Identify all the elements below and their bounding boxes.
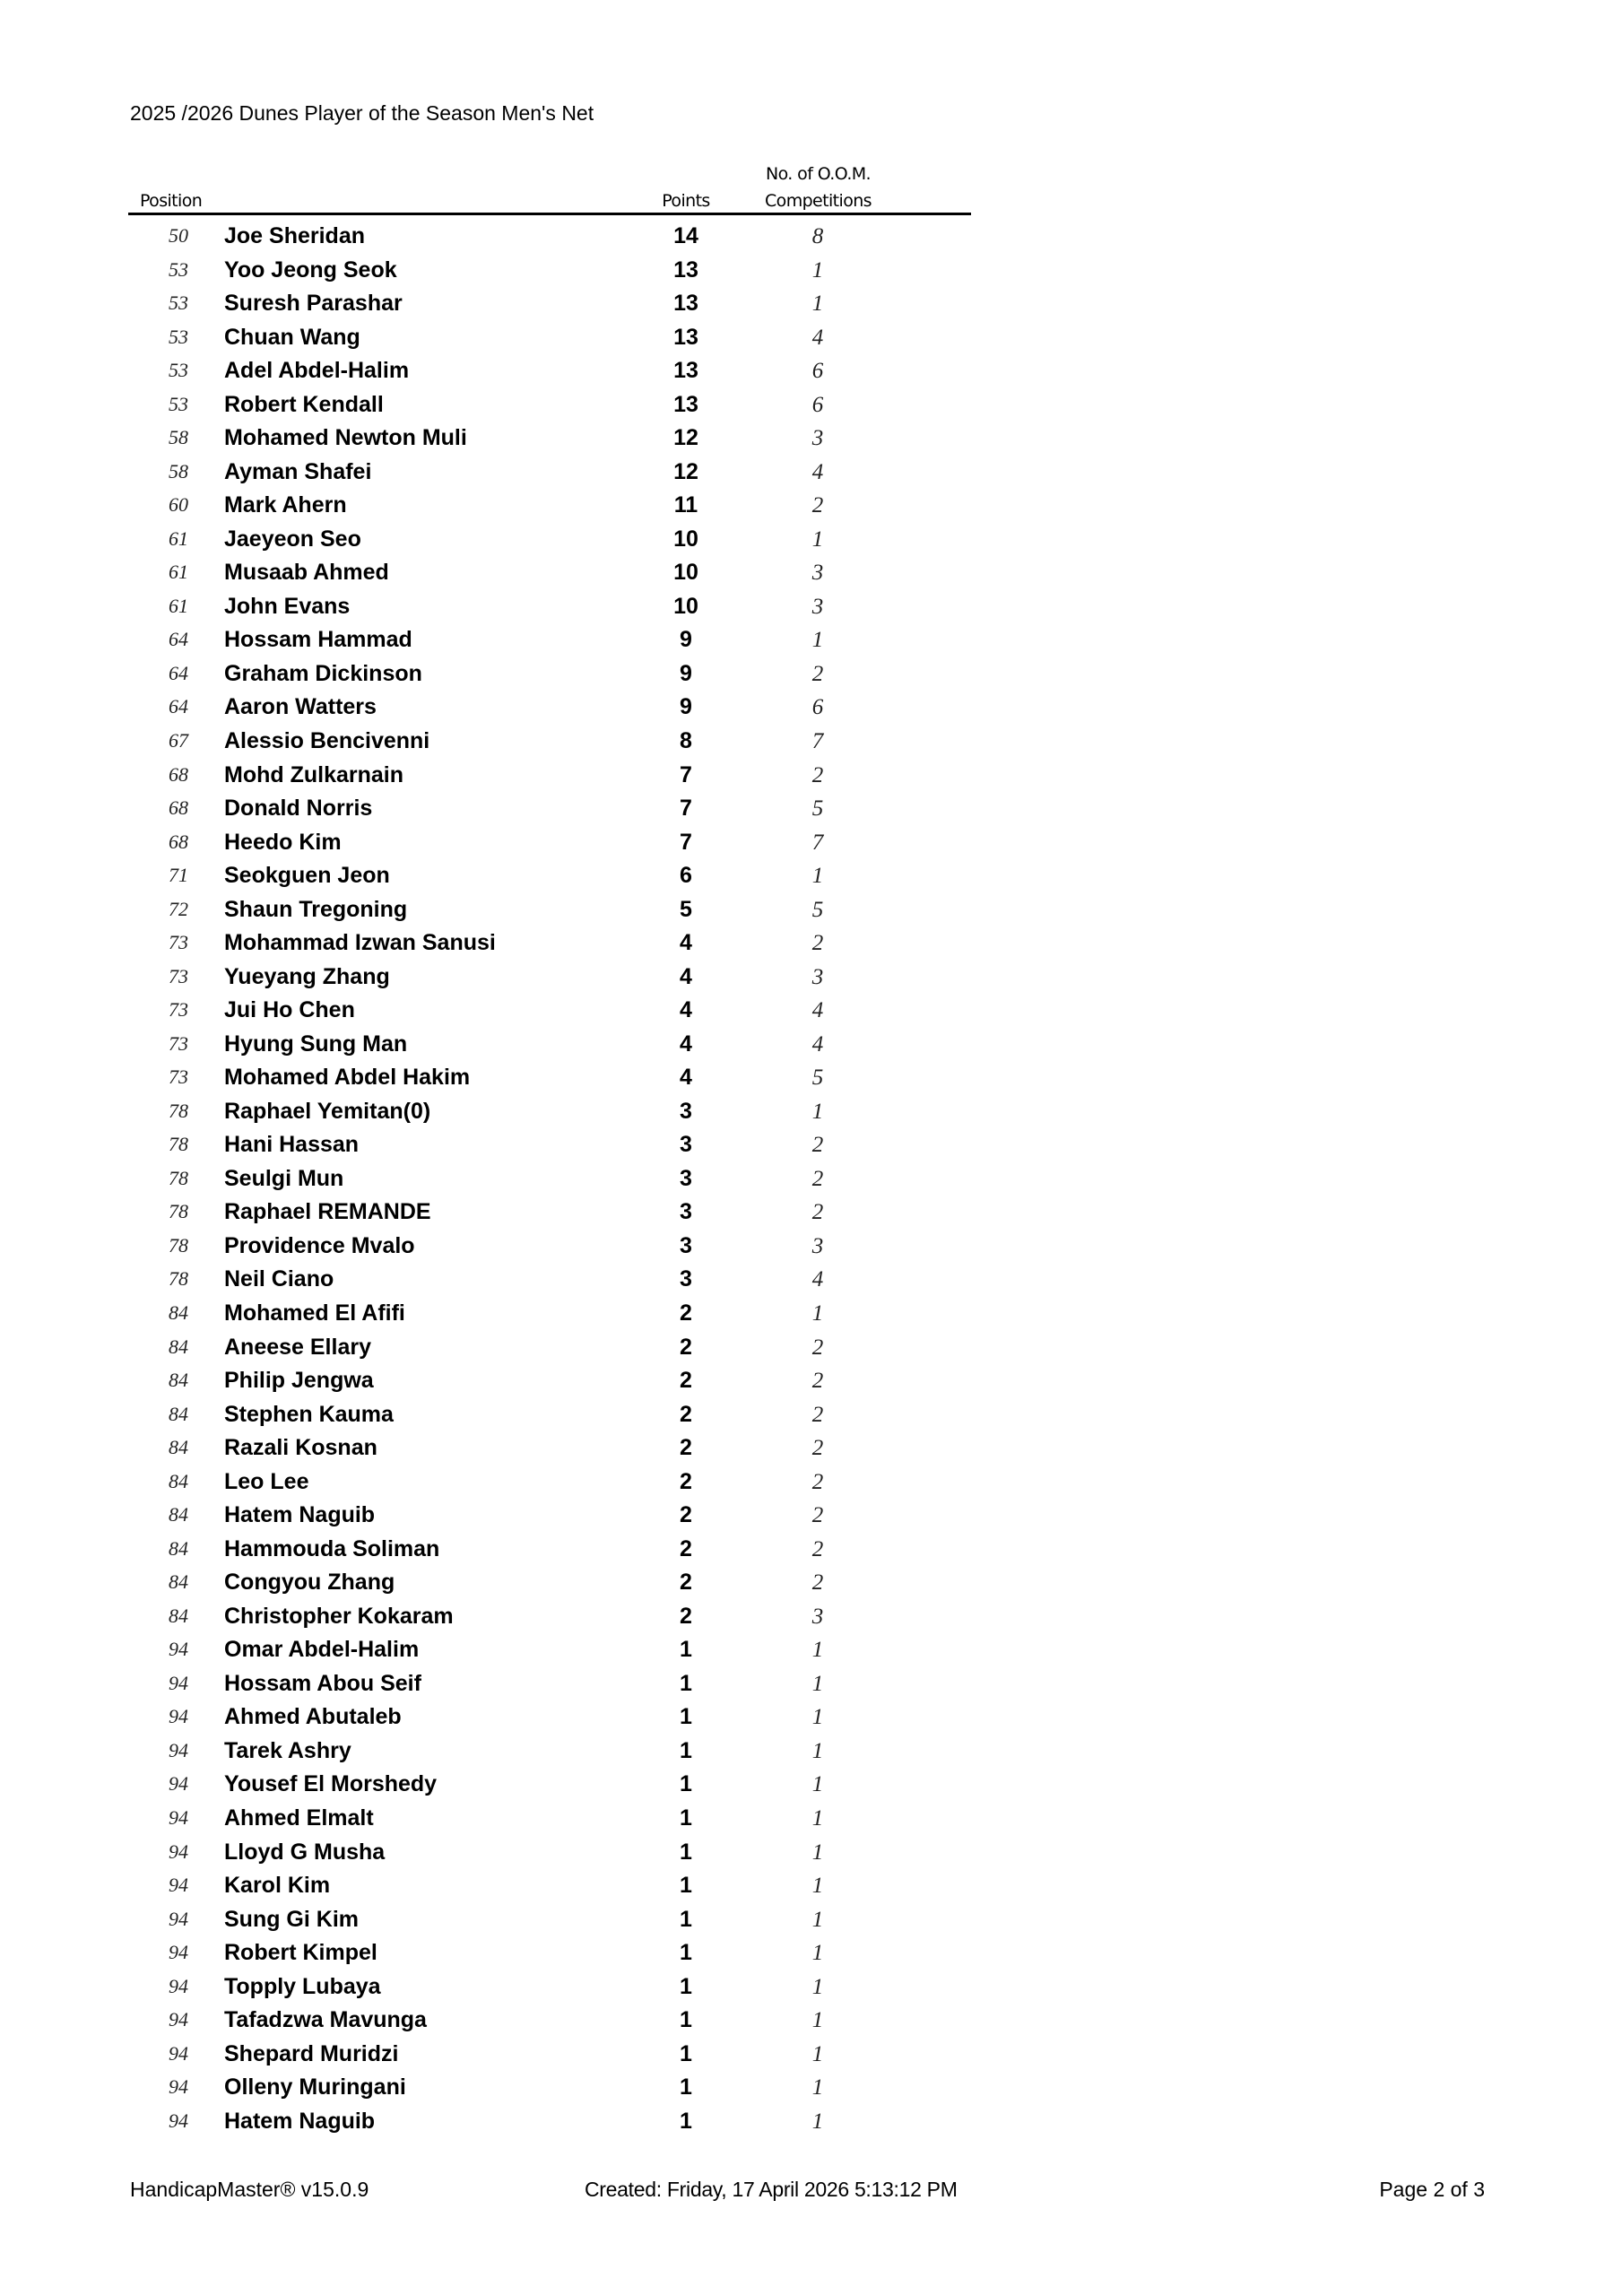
- row-points: 10: [673, 560, 698, 586]
- table-row: [0, 1870, 986, 1904]
- row-points: 13: [673, 391, 698, 417]
- row-player-name: Hani Hassan: [224, 1132, 360, 1158]
- row-player-name: Topply Lubaya: [224, 1973, 381, 1999]
- table-row: [0, 726, 986, 760]
- row-position: 94: [169, 1772, 188, 1796]
- row-competitions: 1: [811, 1705, 824, 1730]
- row-points: 5: [680, 896, 692, 922]
- row-position: 78: [169, 1166, 188, 1189]
- row-player-name: Karol Kim: [224, 1873, 331, 1899]
- row-position: 53: [169, 359, 188, 382]
- row-position: 61: [169, 526, 188, 550]
- footer-page-number: Page 2 of 3: [1379, 2178, 1485, 2201]
- row-points: 13: [673, 257, 698, 283]
- table-row: [0, 524, 986, 558]
- row-position: 53: [169, 392, 188, 415]
- row-player-name: Hossam Hammad: [224, 627, 412, 653]
- table-row: [0, 1298, 986, 1332]
- table-row: [0, 457, 986, 491]
- row-position: 94: [169, 1671, 188, 1694]
- row-competitions: 2: [811, 1570, 824, 1596]
- row-player-name: Robert Kimpel: [224, 1940, 377, 1966]
- row-competitions: 1: [811, 1907, 824, 1932]
- row-position: 84: [169, 1570, 188, 1594]
- row-points: 2: [680, 1300, 692, 1326]
- row-competitions: 3: [811, 594, 824, 619]
- row-player-name: Mohamed Newton Muli: [224, 425, 467, 451]
- row-position: 78: [169, 1267, 188, 1291]
- row-position: 94: [169, 2008, 188, 2031]
- row-position: 84: [169, 1604, 188, 1627]
- row-position: 73: [169, 931, 188, 954]
- row-position: 94: [169, 1705, 188, 1728]
- row-player-name: Neil Ciano: [224, 1266, 334, 1292]
- row-competitions: 2: [811, 1133, 824, 1158]
- row-player-name: Providence Mvalo: [224, 1232, 415, 1258]
- row-player-name: Jui Ho Chen: [224, 997, 355, 1023]
- table-row: [0, 1129, 986, 1163]
- row-points: 2: [680, 1401, 692, 1427]
- table-row: [0, 2005, 986, 2039]
- row-position: 73: [169, 964, 188, 987]
- table-row: [0, 355, 986, 389]
- table-row: [0, 1231, 986, 1265]
- table-row: [0, 1196, 986, 1231]
- table-row: [0, 995, 986, 1029]
- row-points: 1: [680, 1670, 692, 1696]
- row-competitions: 8: [811, 224, 824, 248]
- row-position: 61: [169, 594, 188, 617]
- row-position: 94: [169, 2041, 188, 2065]
- table-row: [0, 1062, 986, 1096]
- row-competitions: 4: [811, 1031, 824, 1057]
- table-row: [0, 422, 986, 457]
- row-points: 6: [680, 863, 692, 889]
- row-player-name: Ayman Shafei: [224, 458, 372, 484]
- row-position: 53: [169, 325, 188, 348]
- row-position: 73: [169, 1065, 188, 1089]
- row-competitions: 5: [811, 1065, 824, 1091]
- row-position: 68: [169, 796, 188, 820]
- row-player-name: Hammouda Soliman: [224, 1535, 440, 1561]
- column-header-competitions-line2: Competitions: [765, 191, 872, 211]
- row-points: 13: [673, 324, 698, 350]
- column-header-position: Position: [140, 191, 203, 211]
- row-player-name: Ahmed Abutaleb: [224, 1704, 402, 1730]
- row-competitions: 2: [811, 1469, 824, 1494]
- table-row: [0, 1803, 986, 1837]
- row-competitions: 2: [811, 1402, 824, 1427]
- row-player-name: Shaun Tregoning: [224, 896, 408, 922]
- table-row: [0, 2106, 986, 2140]
- table-row: [0, 2039, 986, 2073]
- row-competitions: 2: [811, 1436, 824, 1461]
- row-points: 11: [673, 492, 698, 518]
- row-points: 12: [673, 425, 698, 451]
- table-row: [0, 288, 986, 322]
- row-points: 14: [673, 223, 698, 248]
- row-competitions: 6: [811, 695, 824, 720]
- table-row: [0, 221, 986, 255]
- row-competitions: 2: [811, 762, 824, 787]
- row-position: 73: [169, 1031, 188, 1055]
- table-row: [0, 490, 986, 524]
- table-row: [0, 691, 986, 726]
- row-points: 1: [680, 1805, 692, 1831]
- row-position: 50: [169, 224, 188, 247]
- table-row: [0, 1601, 986, 1635]
- table-row: [0, 1029, 986, 1063]
- row-player-name: Yueyang Zhang: [224, 963, 390, 989]
- row-competitions: 4: [811, 459, 824, 484]
- table-row: [0, 1904, 986, 1938]
- row-points: 1: [680, 1906, 692, 1932]
- row-player-name: Hossam Abou Seif: [224, 1670, 421, 1696]
- table-row: [0, 1264, 986, 1298]
- row-points: 1: [680, 2007, 692, 2033]
- standings-table-body: [0, 221, 986, 2139]
- row-points: 1: [680, 1839, 692, 1865]
- table-row: [0, 1668, 986, 1702]
- row-competitions: 1: [811, 1874, 824, 1899]
- row-competitions: 2: [811, 1503, 824, 1528]
- row-position: 94: [169, 1874, 188, 1897]
- table-row: [0, 760, 986, 794]
- row-competitions: 3: [811, 1604, 824, 1629]
- row-competitions: 1: [811, 2075, 824, 2100]
- row-competitions: 5: [811, 897, 824, 922]
- row-position: 94: [169, 1941, 188, 1964]
- row-player-name: Philip Jengwa: [224, 1368, 374, 1394]
- table-row: [0, 322, 986, 356]
- row-position: 94: [169, 2075, 188, 2099]
- row-points: 1: [680, 2108, 692, 2134]
- column-header-competitions: [753, 161, 883, 214]
- row-competitions: 1: [811, 1974, 824, 1999]
- row-player-name: Yousef El Morshedy: [224, 1771, 438, 1797]
- table-row: [0, 1466, 986, 1500]
- row-player-name: Yoo Jeong Seok: [224, 257, 397, 283]
- row-player-name: Seokguen Jeon: [224, 863, 390, 889]
- row-position: 64: [169, 628, 188, 651]
- row-player-name: Leo Lee: [224, 1468, 309, 1494]
- row-points: 4: [680, 1031, 692, 1057]
- row-player-name: Mohamed El Afifi: [224, 1300, 405, 1326]
- row-points: 2: [680, 1502, 692, 1528]
- row-competitions: 7: [811, 830, 824, 855]
- row-player-name: Aaron Watters: [224, 694, 377, 720]
- row-points: 2: [680, 1368, 692, 1394]
- row-player-name: Mark Ahern: [224, 492, 347, 518]
- table-row: [0, 1735, 986, 1770]
- row-points: 1: [680, 2074, 692, 2100]
- row-player-name: Ahmed Elmalt: [224, 1805, 374, 1831]
- header-divider: [128, 213, 971, 215]
- row-competitions: 2: [811, 661, 824, 686]
- row-player-name: Hyung Sung Man: [224, 1031, 408, 1057]
- row-player-name: Lloyd G Musha: [224, 1839, 386, 1865]
- row-position: 53: [169, 291, 188, 315]
- row-player-name: Alessio Bencivenni: [224, 727, 430, 753]
- row-competitions: 1: [811, 1671, 824, 1696]
- row-competitions: 1: [811, 2109, 824, 2134]
- row-player-name: Olleny Muringani: [224, 2074, 406, 2100]
- row-competitions: 5: [811, 796, 824, 822]
- table-row: [0, 1769, 986, 1803]
- row-competitions: 4: [811, 325, 824, 350]
- row-points: 2: [680, 1535, 692, 1561]
- row-position: 53: [169, 257, 188, 281]
- row-position: 68: [169, 830, 188, 853]
- table-row: [0, 1500, 986, 1534]
- row-player-name: Heedo Kim: [224, 829, 342, 855]
- table-row: [0, 1701, 986, 1735]
- row-points: 4: [680, 930, 692, 956]
- row-position: 84: [169, 1469, 188, 1492]
- row-player-name: Hatem Naguib: [224, 2108, 376, 2134]
- row-points: 1: [680, 1973, 692, 1999]
- row-points: 8: [680, 727, 692, 753]
- row-position: 94: [169, 1638, 188, 1661]
- row-points: 10: [673, 593, 698, 619]
- row-competitions: 1: [811, 526, 824, 552]
- row-position: 84: [169, 1369, 188, 1392]
- row-competitions: 6: [811, 392, 824, 417]
- row-points: 4: [680, 1065, 692, 1091]
- row-competitions: 1: [811, 864, 824, 889]
- row-player-name: Mohamed Abdel Hakim: [224, 1065, 471, 1091]
- row-points: 9: [680, 694, 692, 720]
- row-competitions: 3: [811, 426, 824, 451]
- row-player-name: Mohd Zulkarnain: [224, 761, 403, 787]
- row-position: 84: [169, 1335, 188, 1358]
- row-competitions: 2: [811, 931, 824, 956]
- row-player-name: Seulgi Mun: [224, 1165, 344, 1191]
- row-player-name: Tarek Ashry: [224, 1737, 351, 1763]
- row-competitions: 1: [811, 1638, 824, 1663]
- row-points: 13: [673, 291, 698, 317]
- row-player-name: Robert Kendall: [224, 391, 384, 417]
- table-row: [0, 1163, 986, 1197]
- table-row: [0, 591, 986, 625]
- row-position: 58: [169, 426, 188, 449]
- table-row: [0, 658, 986, 692]
- row-competitions: 1: [811, 1099, 824, 1124]
- row-position: 78: [169, 1099, 188, 1122]
- row-player-name: Raphael Yemitan(0): [224, 1098, 431, 1124]
- row-points: 10: [673, 526, 698, 552]
- row-player-name: Aneese Ellary: [224, 1334, 371, 1360]
- row-position: 94: [169, 1839, 188, 1863]
- table-row: [0, 1534, 986, 1568]
- row-points: 2: [680, 1334, 692, 1360]
- row-player-name: Stephen Kauma: [224, 1401, 394, 1427]
- footer-created-timestamp: Created: Friday, 17 April 2026 5:13:12 PM: [585, 2178, 958, 2201]
- row-position: 78: [169, 1133, 188, 1156]
- row-points: 3: [680, 1266, 692, 1292]
- row-player-name: Hatem Naguib: [224, 1502, 376, 1528]
- table-row: [0, 2072, 986, 2106]
- row-position: 58: [169, 459, 188, 483]
- row-player-name: Suresh Parashar: [224, 291, 403, 317]
- row-position: 68: [169, 762, 188, 786]
- row-points: 3: [680, 1165, 692, 1191]
- row-points: 13: [673, 358, 698, 384]
- table-row: [0, 1432, 986, 1466]
- row-competitions: 1: [811, 1805, 824, 1831]
- row-player-name: Donald Norris: [224, 796, 373, 822]
- table-row: [0, 1365, 986, 1399]
- row-position: 84: [169, 1503, 188, 1526]
- table-row: [0, 793, 986, 827]
- row-competitions: 2: [811, 1335, 824, 1360]
- row-competitions: 2: [811, 1166, 824, 1191]
- row-points: 7: [680, 796, 692, 822]
- row-player-name: Adel Abdel-Halim: [224, 358, 410, 384]
- row-position: 64: [169, 695, 188, 718]
- table-row: [0, 389, 986, 423]
- table-row: [0, 1937, 986, 1971]
- row-position: 94: [169, 1974, 188, 1997]
- row-points: 2: [680, 1435, 692, 1461]
- row-points: 9: [680, 660, 692, 686]
- row-competitions: 1: [811, 1301, 824, 1326]
- table-row: [0, 1567, 986, 1601]
- table-row: [0, 860, 986, 894]
- row-points: 1: [680, 2040, 692, 2066]
- row-competitions: 2: [811, 1369, 824, 1394]
- row-position: 64: [169, 661, 188, 684]
- row-competitions: 1: [811, 628, 824, 653]
- table-row: [0, 1332, 986, 1366]
- row-competitions: 2: [811, 1536, 824, 1561]
- row-player-name: John Evans: [224, 593, 351, 619]
- row-points: 9: [680, 627, 692, 653]
- row-points: 2: [680, 1468, 692, 1494]
- row-position: 94: [169, 2109, 188, 2132]
- row-competitions: 1: [811, 1772, 824, 1797]
- row-player-name: Razali Kosnan: [224, 1435, 377, 1461]
- row-points: 3: [680, 1098, 692, 1124]
- row-position: 78: [169, 1200, 188, 1223]
- row-position: 67: [169, 728, 188, 752]
- row-position: 84: [169, 1536, 188, 1560]
- table-row: [0, 894, 986, 928]
- row-competitions: 1: [811, 1839, 824, 1865]
- table-row: [0, 827, 986, 861]
- table-row: [0, 1096, 986, 1130]
- row-competitions: 2: [811, 493, 824, 518]
- row-player-name: Raphael REMANDE: [224, 1199, 431, 1225]
- row-points: 1: [680, 1704, 692, 1730]
- row-points: 2: [680, 1603, 692, 1629]
- row-competitions: 2: [811, 1200, 824, 1225]
- row-player-name: Joe Sheridan: [224, 223, 365, 248]
- row-position: 94: [169, 1738, 188, 1761]
- row-points: 3: [680, 1232, 692, 1258]
- row-points: 12: [673, 458, 698, 484]
- table-row: [0, 927, 986, 961]
- row-player-name: Omar Abdel-Halim: [224, 1637, 420, 1663]
- row-player-name: Graham Dickinson: [224, 660, 422, 686]
- table-row: [0, 961, 986, 996]
- row-points: 3: [680, 1132, 692, 1158]
- table-row: [0, 624, 986, 658]
- column-header-competitions-line1: No. of O.O.M.: [765, 164, 872, 184]
- row-competitions: 6: [811, 359, 824, 384]
- row-competitions: 4: [811, 998, 824, 1023]
- row-competitions: 3: [811, 561, 824, 586]
- table-row: [0, 1634, 986, 1668]
- row-position: 60: [169, 493, 188, 517]
- row-points: 1: [680, 1873, 692, 1899]
- row-competitions: 1: [811, 2041, 824, 2066]
- row-competitions: 3: [811, 964, 824, 989]
- row-player-name: Mohammad Izwan Sanusi: [224, 930, 496, 956]
- column-header-points: Points: [662, 191, 710, 211]
- row-position: 71: [169, 864, 188, 887]
- row-competitions: 4: [811, 1267, 824, 1292]
- row-position: 84: [169, 1301, 188, 1324]
- table-row: [0, 1837, 986, 1871]
- table-row: [0, 255, 986, 289]
- row-position: 84: [169, 1436, 188, 1459]
- row-position: 94: [169, 1907, 188, 1930]
- row-competitions: 1: [811, 2008, 824, 2033]
- row-points: 1: [680, 1940, 692, 1966]
- row-points: 1: [680, 1771, 692, 1797]
- row-player-name: Jaeyeon Seo: [224, 526, 361, 552]
- row-competitions: 7: [811, 728, 824, 753]
- row-points: 3: [680, 1199, 692, 1225]
- row-points: 2: [680, 1570, 692, 1596]
- row-points: 4: [680, 997, 692, 1023]
- row-competitions: 1: [811, 257, 824, 283]
- row-position: 73: [169, 998, 188, 1022]
- table-row: [0, 1971, 986, 2005]
- document-title: 2025 /2026 Dunes Player of the Season Men's Net: [130, 101, 594, 125]
- row-competitions: 1: [811, 291, 824, 317]
- row-competitions: 1: [811, 1738, 824, 1763]
- table-row: [0, 1399, 986, 1433]
- row-player-name: Chuan Wang: [224, 324, 360, 350]
- row-player-name: Congyou Zhang: [224, 1570, 395, 1596]
- row-competitions: 1: [811, 1941, 824, 1966]
- row-player-name: Musaab Ahmed: [224, 560, 389, 586]
- row-position: 78: [169, 1233, 188, 1257]
- row-points: 4: [680, 963, 692, 989]
- row-player-name: Christopher Kokaram: [224, 1603, 454, 1629]
- table-row: [0, 557, 986, 591]
- row-position: 61: [169, 561, 188, 584]
- row-points: 1: [680, 1637, 692, 1663]
- row-position: 84: [169, 1402, 188, 1425]
- row-player-name: Tafadzwa Mavunga: [224, 2007, 427, 2033]
- row-points: 7: [680, 761, 692, 787]
- row-position: 94: [169, 1805, 188, 1829]
- footer-software-version: HandicapMaster® v15.0.9: [130, 2178, 369, 2201]
- row-points: 7: [680, 829, 692, 855]
- row-player-name: Sung Gi Kim: [224, 1906, 359, 1932]
- row-position: 72: [169, 897, 188, 920]
- row-points: 1: [680, 1737, 692, 1763]
- row-player-name: Shepard Muridzi: [224, 2040, 399, 2066]
- row-competitions: 3: [811, 1233, 824, 1258]
